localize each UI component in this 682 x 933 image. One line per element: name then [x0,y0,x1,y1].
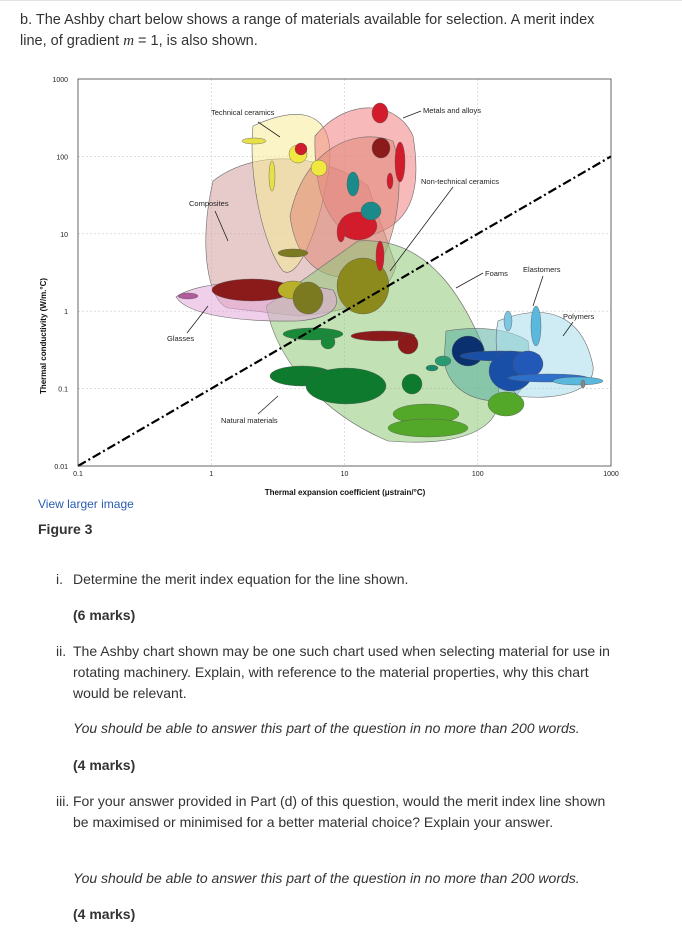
ashby-chart [28,66,628,498]
family-label: Natural materials [221,416,278,425]
elastomer-bubble [581,380,585,388]
foam-bubble [488,392,524,416]
foam-bubble [435,356,451,366]
part-number: i. [56,571,63,587]
top-divider [0,0,682,1]
x-tick-label: 100 [471,471,484,478]
part-marks: (4 marks) [73,906,136,922]
x-tick-label: 10 [340,471,349,478]
y-tick-label: 10 [60,231,68,239]
part-text: Determine the merit index equation for the line shown. [73,571,409,587]
natural-bubble [388,419,468,437]
metal-bubble [372,138,390,158]
natural-bubble [321,335,335,349]
figure-label: Figure 3 [38,521,93,537]
metal-bubble [376,241,384,271]
question-part-iii [56,791,616,854]
y-tick-label: 0.01 [54,464,68,471]
metal-bubble [372,103,388,123]
question-part-ii [56,641,616,704]
question-intro [20,10,620,52]
y-tick-label: 100 [56,154,68,162]
part-text: The Ashby chart shown may be one such chart used when selecting material for use in rotating machinery. Explain, with reference to the material properties, why this chart would be relevant. [73,643,610,701]
family-label: Polymers [563,312,595,321]
y-tick-label: 0.1 [58,386,68,394]
elastomer-bubble [553,377,603,385]
metal-bubble [387,173,393,189]
intro-prefix: b. The Ashby chart below shows a range of materials available for selection. A merit index line, of gradient [20,12,595,49]
gradient-equals: = 1 [134,33,159,49]
tech-ceramic-bubble [311,160,327,176]
part-text: For your answer provided in Part (d) of this question, would the merit index line shown be maximised or minimised for a better material choice? Explain your answer. [73,793,606,830]
part-number: ii. [56,643,67,659]
family-label: Metals and alloys [423,106,481,115]
glass-bubble [178,293,198,299]
tech-ceramic-bubble [295,143,307,155]
glass-bubble [398,334,418,354]
ceramic-bubble [278,249,308,257]
elastomer-bubble [531,306,541,346]
polymer-bubble [513,351,543,377]
x-axis-label: Thermal expansion coefficient (μstrain/°C) [264,488,426,497]
part-number: iii. [56,793,70,809]
part-marks: (4 marks) [73,757,136,773]
polymer-bubble [452,336,484,366]
natural-bubble [306,368,386,404]
gradient-symbol: m [123,33,135,49]
tech-ceramic-bubble [269,161,275,191]
x-tick-label: 0.1 [73,471,83,478]
family-label: Non-technical ceramics [421,177,499,186]
natural-bubble [426,365,438,371]
family-label: Foams [485,269,508,278]
tech-ceramic-bubble [242,138,266,144]
x-tick-label: 1000 [603,471,619,478]
question-part-i [56,569,616,590]
intro-suffix: , is also shown. [158,33,258,49]
composite-bubble [293,282,323,314]
natural-bubble [402,374,422,394]
metal-bubble [347,172,359,196]
x-tick-label: 1 [209,471,214,478]
view-larger-image-link[interactable]: View larger image [38,497,134,511]
metal-bubble [337,222,345,242]
word-limit-note: You should be able to answer this part of the question in no more than 200 words. [73,720,580,736]
word-limit-note: You should be able to answer this part of the question in no more than 200 words. [73,870,580,886]
family-label: Elastomers [523,265,561,274]
metal-bubble [395,142,405,182]
y-tick-label: 1000 [52,77,68,84]
metal-bubble [361,202,381,220]
family-label: Technical ceramics [211,108,275,117]
y-tick-label: 1 [64,309,68,317]
family-label: Composites [189,199,229,208]
family-label: Glasses [167,334,195,343]
elastomer-bubble [504,311,512,331]
y-axis-label: Thermal conductivity (W/m.°C) [39,277,48,395]
part-marks: (6 marks) [73,607,136,623]
